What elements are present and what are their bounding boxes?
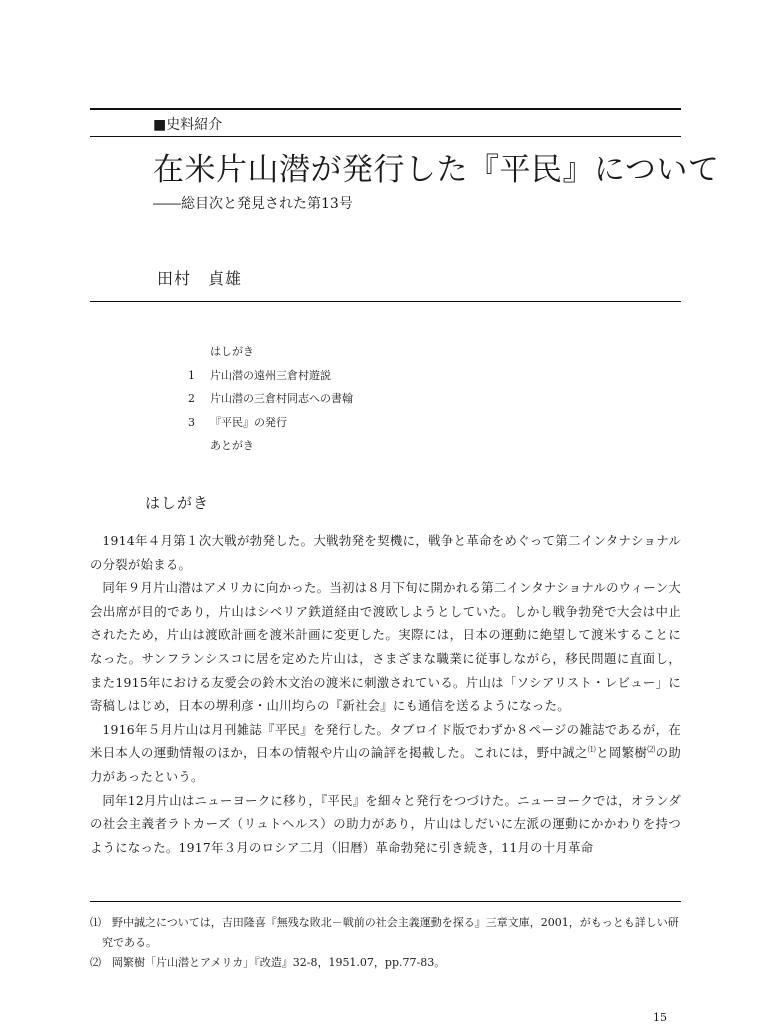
- toc-item-label: 片山潜の三倉村同志への書翰: [210, 392, 353, 405]
- footnote: ⑵ 岡繁樹「片山潜とアメリカ」『改造』32-8，1951.07，pp.77-83。: [90, 956, 446, 969]
- body-paragraph: [90, 718, 681, 789]
- toc-item-label: 片山潜の遠州三倉村遊説: [210, 368, 331, 382]
- section-label: ■史料紹介: [153, 117, 223, 133]
- toc-item-label: あとがき: [210, 439, 254, 452]
- footnote: ⑴ 野中誠之については，吉田隆喜『無残な敗北－戦前の社会主義運動を探る』三章文庫，2001，がもっとも詳しい研究である。: [90, 916, 679, 949]
- page-number: 15: [653, 1011, 667, 1024]
- toc-item-number: 1: [188, 368, 195, 382]
- author-name: 田村 貞雄: [157, 269, 243, 288]
- article-subtitle: ――総目次と発見された第13号: [153, 196, 353, 212]
- body-paragraph: 同年９月片山潜はアメリカに向かった。当初は８月下旬に開かれる第二インタナショナルのウィーン大会出席が目的であり，片山はシベリア鉄道経由で渡欧しようとしていた。しかし戦争勃発で大会は中止されたため，片山は渡欧計画を渡米計画に変更した。実際には，日本の運動に絶望して渡米することになった。サンフランシスコに居を定めた片山は，さまざまな職業に従事しながら，移民問題に直面し，また1915年における友愛会の鈴木文治の渡米に刺激されている。片山は「ソシアリスト・レビュー」に寄稿しはじめ，日本の堺利彦・山川均らの『新社会』にも通信を送るようになった。: [90, 580, 681, 714]
- section-heading: はしがき: [145, 494, 210, 512]
- toc-item: [188, 413, 353, 437]
- body-paragraph: 1914年４月第１次大戦が勃発した。大戦勃発を契機に，戦争と革命をめぐって第二インタナショナルの分裂が始まる。: [90, 533, 681, 572]
- body-text: [90, 529, 681, 859]
- toc-item: [188, 436, 353, 460]
- header-rule: [90, 136, 681, 137]
- table-of-contents: [188, 342, 353, 460]
- toc-item: [188, 389, 353, 413]
- footnotes: [90, 913, 681, 973]
- toc-item-label: はしがき: [210, 345, 254, 358]
- top-rule: [90, 108, 681, 110]
- toc-item-number: 3: [188, 415, 195, 429]
- footnote-ref[interactable]: ⑵: [647, 745, 656, 755]
- footnote-rule: [90, 901, 681, 902]
- toc-item: [188, 342, 353, 366]
- body-text-segment: と岡繁樹: [596, 745, 648, 761]
- toc-item: [188, 366, 353, 390]
- toc-item-label: 『平民』の発行: [210, 415, 287, 429]
- article-title: 在米片山潜が発行した『平民』について: [153, 152, 720, 188]
- body-text-segment: 1916年５月片山は月刊雑誌『平民』を発行した。タブロイド版でわずか８ページの雑誌であるが，在米日本人の運動情報のほか，日本の情報や片山の論評を掲載した。これには，野中誠之: [90, 721, 681, 761]
- footnote-ref[interactable]: ⑴: [587, 745, 597, 755]
- body-paragraph: 同年12月片山はニューヨークに移り，『平民』を細々と発行をつづけた。ニューヨークでは，オランダの社会主義者ラトカーズ（リュトヘルス）の助力があり，片山はしだいに左派の運動にかかわりを持つようになった。1917年３月のロシア二月（旧暦）革命勃発に引き続き，11月の十月革命: [90, 792, 681, 855]
- toc-item-number: 2: [188, 392, 195, 405]
- body-text-segment: の助力があったという。: [90, 745, 682, 784]
- author-rule: [90, 301, 681, 302]
